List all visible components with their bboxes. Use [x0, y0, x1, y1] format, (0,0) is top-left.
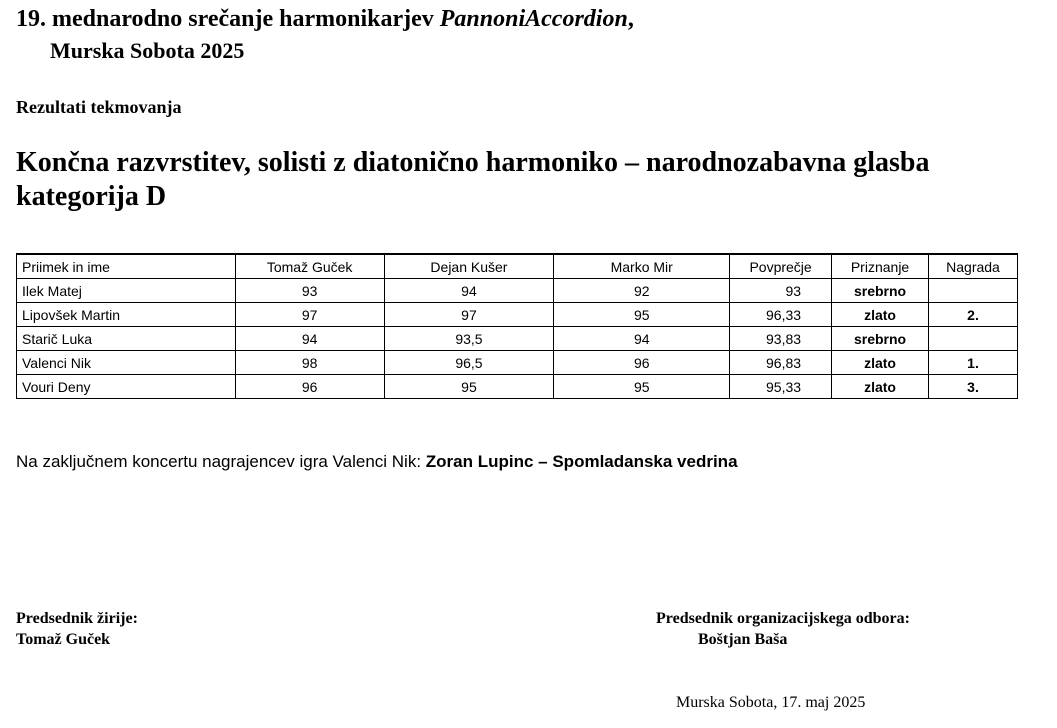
column-header: Priimek in ime — [17, 254, 236, 279]
table-row — [17, 303, 1018, 327]
table-row — [17, 327, 1018, 351]
results-heading-line2: kategorija D — [16, 181, 167, 212]
cell-average: 95,33 — [730, 375, 832, 399]
closing-concert-note — [16, 452, 738, 472]
column-header: Nagrada — [929, 254, 1018, 279]
title-main: 19. mednarodno srečanje harmonikarjev — [16, 6, 440, 32]
title-event-name: PannoniAccordion — [439, 6, 628, 32]
cell-average: 93,83 — [730, 327, 832, 351]
cell-score: 97 — [384, 303, 554, 327]
cell-name: Vouri Deny — [17, 375, 236, 399]
column-header: Dejan Kušer — [384, 254, 554, 279]
cell-recognition: zlato — [832, 351, 929, 375]
jury-president-name: Tomaž Guček — [16, 631, 111, 648]
cell-score: 95 — [554, 375, 730, 399]
cell-average: 96,83 — [730, 351, 832, 375]
table-header-row — [17, 254, 1018, 279]
cell-average: 93 — [730, 279, 832, 303]
cell-score: 95 — [554, 303, 730, 327]
cell-name: Lipovšek Martin — [17, 303, 236, 327]
results-heading — [16, 146, 929, 214]
table-row — [17, 351, 1018, 375]
cell-score: 94 — [235, 327, 384, 351]
title-comma: , — [627, 6, 634, 32]
cell-score: 92 — [554, 279, 730, 303]
cell-score: 96 — [554, 351, 730, 375]
cell-score: 97 — [235, 303, 384, 327]
cell-name: Starič Luka — [17, 327, 236, 351]
jury-president-role: Predsednik žirije: — [16, 610, 138, 627]
cell-recognition: srebrno — [832, 327, 929, 351]
cell-score: 94 — [554, 327, 730, 351]
cell-name: Valenci Nik — [17, 351, 236, 375]
cell-recognition: srebrno — [832, 279, 929, 303]
results-table — [16, 253, 1018, 399]
cell-score: 93 — [235, 279, 384, 303]
cell-recognition: zlato — [832, 303, 929, 327]
column-header: Povprečje — [730, 254, 832, 279]
table-row — [17, 279, 1018, 303]
cell-award: 2. — [929, 303, 1018, 327]
cell-score: 94 — [384, 279, 554, 303]
cell-score: 98 — [235, 351, 384, 375]
place-and-date: Murska Sobota, 17. maj 2025 — [676, 694, 866, 711]
cell-score: 96 — [235, 375, 384, 399]
note-piece: Zoran Lupinc – Spomladanska vedrina — [425, 452, 738, 471]
note-text: Na zaključnem koncertu nagrajencev igra Valenci Nik: — [16, 452, 426, 471]
results-heading-line1: Končna razvrstitev, solisti z diatonično harmoniko – narodnozabavna glasba — [16, 147, 930, 178]
cell-score: 96,5 — [384, 351, 554, 375]
cell-award: 1. — [929, 351, 1018, 375]
document-title-line2: Murska Sobota 2025 — [50, 38, 245, 63]
committee-president-role: Predsednik organizacijskega odbora: — [656, 610, 910, 627]
column-header: Tomaž Guček — [235, 254, 384, 279]
cell-recognition: zlato — [832, 375, 929, 399]
cell-award — [929, 279, 1018, 303]
committee-president-name: Boštjan Baša — [698, 631, 788, 648]
document-title — [16, 6, 634, 33]
table-row — [17, 375, 1018, 399]
cell-score: 95 — [384, 375, 554, 399]
cell-average: 96,33 — [730, 303, 832, 327]
cell-award: 3. — [929, 375, 1018, 399]
column-header: Marko Mir — [554, 254, 730, 279]
cell-award — [929, 327, 1018, 351]
document-subtitle: Rezultati tekmovanja — [16, 97, 182, 117]
cell-name: Ilek Matej — [17, 279, 236, 303]
column-header: Priznanje — [832, 254, 929, 279]
cell-score: 93,5 — [384, 327, 554, 351]
